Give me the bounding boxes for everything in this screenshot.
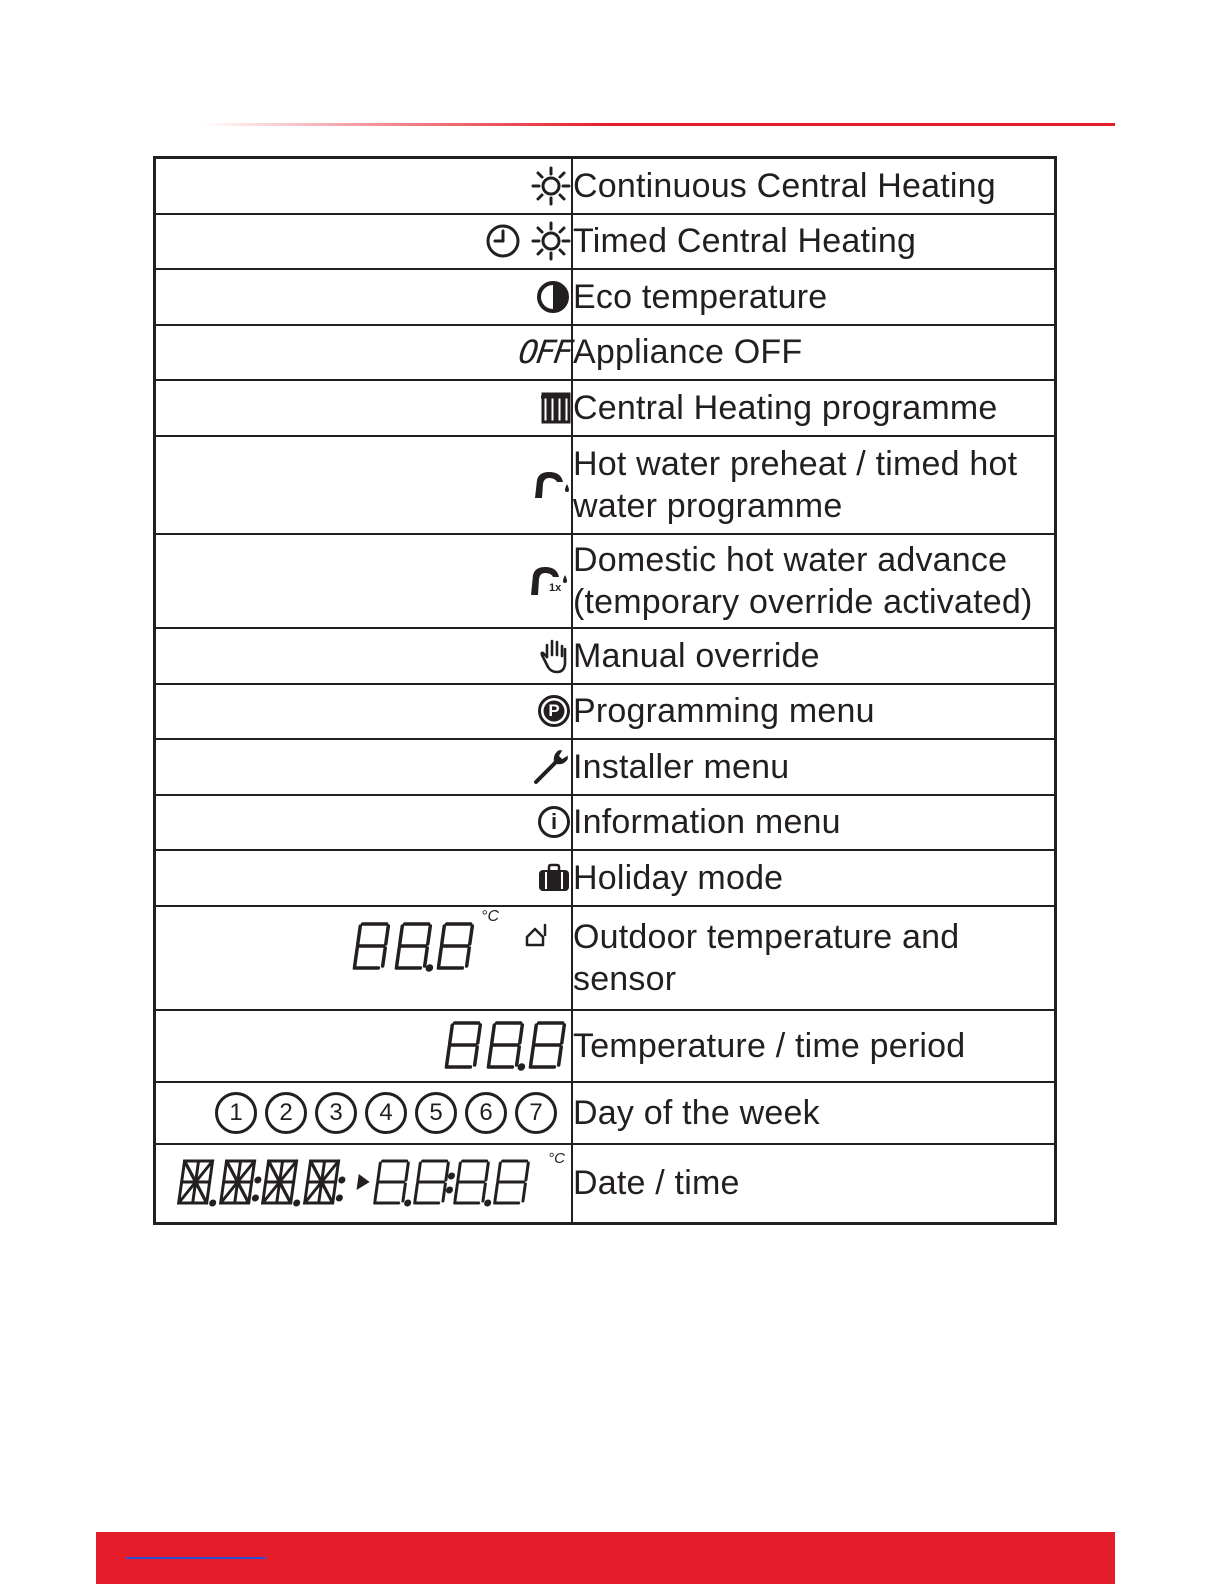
row-label: Day of the week	[572, 1082, 1056, 1144]
table-row	[155, 380, 1056, 436]
table-row	[155, 269, 1056, 325]
half-moon-icon	[535, 279, 571, 315]
info-icon	[537, 805, 571, 839]
info-letter: i	[550, 809, 558, 834]
table-row	[155, 436, 1056, 534]
day-circle-5: 5	[415, 1092, 457, 1134]
clock-icon	[485, 223, 521, 259]
day-circle-6: 6	[465, 1092, 507, 1134]
day-circle-1: 1	[215, 1092, 257, 1134]
celsius-label: °C	[481, 907, 499, 925]
sun-icon	[531, 221, 571, 261]
segment-display-icon	[441, 1020, 571, 1072]
table-row	[155, 906, 1056, 1010]
table-row	[155, 214, 1056, 269]
row-label: Timed Central Heating	[572, 214, 1056, 269]
suitcase-icon	[537, 863, 571, 893]
table-row	[155, 850, 1056, 906]
tap-1x-icon	[529, 563, 571, 599]
row-label: Temperature / time period	[572, 1010, 1056, 1082]
radiator-icon	[539, 391, 571, 425]
row-label: Continuous Central Heating	[572, 158, 1056, 214]
row-label: Central Heating programme	[572, 380, 1056, 436]
table-row	[155, 325, 1056, 380]
table-row	[155, 739, 1056, 795]
segment-display-outdoor-icon	[349, 921, 549, 973]
tap-icon	[531, 468, 571, 502]
day-circle-4: 4	[365, 1092, 407, 1134]
day-circle-3: 3	[315, 1092, 357, 1134]
table-row	[155, 628, 1056, 684]
day-circle-2: 2	[265, 1092, 307, 1134]
row-label: Hot water preheat / timed hot water programme	[572, 436, 1056, 534]
table-row	[155, 684, 1056, 739]
sun-icon	[531, 166, 571, 206]
off-text-icon: OFF	[516, 333, 574, 371]
row-label: Information menu	[572, 795, 1056, 850]
row-label: Installer menu	[572, 739, 1056, 795]
p-letter: P	[548, 701, 560, 720]
p-circle-icon	[537, 694, 571, 728]
wrench-icon	[531, 747, 571, 787]
table-row	[155, 1144, 1056, 1224]
tap-1x-label: 1x	[549, 581, 562, 594]
table-row	[155, 1010, 1056, 1082]
table-row	[155, 1082, 1056, 1144]
row-label: Domestic hot water advance (temporary override activated)	[572, 534, 1056, 628]
table-row	[155, 534, 1056, 628]
day-circle-7: 7	[515, 1092, 557, 1134]
symbol-legend-table	[153, 156, 1057, 1225]
row-label: Outdoor temperature and sensor	[572, 906, 1056, 1010]
celsius-label: °C	[548, 1150, 565, 1168]
header-rule	[200, 123, 1115, 126]
day-circles-icon	[207, 1092, 557, 1134]
row-label: Programming menu	[572, 684, 1056, 739]
table-row	[155, 158, 1056, 214]
hand-icon	[539, 637, 571, 675]
date-time-display-icon	[173, 1150, 565, 1208]
row-label: Appliance OFF	[572, 325, 1056, 380]
table-row	[155, 795, 1056, 850]
footer-link-underline[interactable]	[126, 1557, 266, 1559]
row-label: Holiday mode	[572, 850, 1056, 906]
row-label: Manual override	[572, 628, 1056, 684]
row-label: Eco temperature	[572, 269, 1056, 325]
row-label: Date / time	[572, 1144, 1056, 1224]
